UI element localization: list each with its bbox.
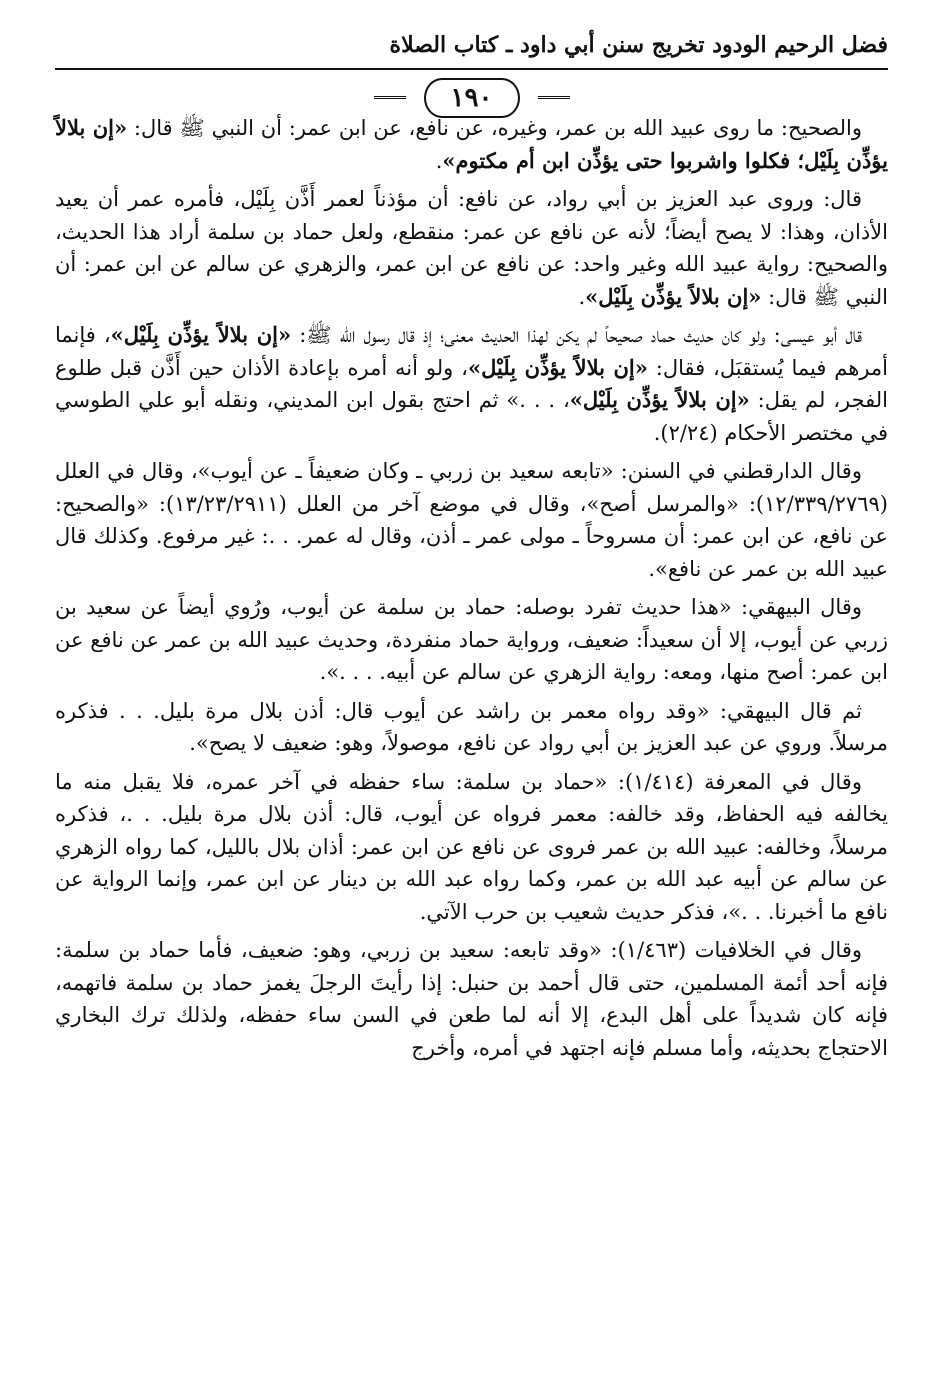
text-run: .: [435, 148, 443, 173]
hadith-quote: «إن بلالاً يؤذِّن بِلَيْل؛ فكلوا واشربوا حتى يؤذِّن ابن أم مكتوم»: [55, 115, 888, 173]
text-run: قال أبو عيسى: ولو كان حديث حماد صحيحاً لم يكن لهذا الحديث معنى؛ إذ قال رسول الله ﷺ:: [291, 323, 863, 347]
text-run: ثم قال البيهقي: «وقد رواه معمر بن راشد عن أيوب قال: أذن بلال مرة بليل. . . فذكره مرسلاً. وروي عن عبد العزيز بن أبي رواد عن نافع، موصولاً، وهو: ضعيف لا يصح».: [55, 698, 888, 755]
text-run: قال: وروى عبد العزيز بن أبي رواد، عن نافع: أن مؤذناً لعمر أَذَّن بِلَيْل، فأمره عمر أن يعيد الأذان، وهذا: لا يصح أيضاً؛ لأنه عن نافع عن عمر: منقطع، ولعل حماد بن سلمة أراد هذا الحديث، والصحيح: رواية عبيد الله وغير واحد: عن نافع عن ابن عمر، والزهري عن سالم عن ابن عمر: أن النبي ﷺ قال:: [55, 187, 888, 309]
paragraph: [55, 319, 888, 449]
text-run: وقال البيهقي: «هذا حديث تفرد بوصله: حماد بن سلمة عن أيوب، ورُوي أيضاً عن سعيد بن زربي عن أيوب، إلا أن سعيداً: ضعيف، ورواية حماد منفردة، وحديث عبيد الله بن عمر عن نافع عن ابن عمر: أصح منها، ومعه: رواية الزهري عن سالم عن أبيه. . . .».: [55, 595, 888, 684]
ornament-rule-left: [374, 96, 406, 99]
page-number: ١٩٠: [424, 78, 520, 118]
paragraph: [55, 934, 888, 1064]
paragraph: [55, 695, 888, 760]
text-run: وقال الدارقطني في السنن: «تابعه سعيد بن زربي ـ وكان ضعيفاً ـ عن أيوب»، وقال في العلل (١٢/٣٣٩/٢٧٦٩): «والمرسل أصح»، وقال في موضع آخر من العلل (١٣/٢٣/٢٩١١): «والصحيح: عن نافع، عن ابن عمر: أن مسروحاً ـ مولى عمر ـ أذن، وقال له عمر. . .: غير مرفوع. وكذلك قال عبيد الله بن عمر عن نافع».: [55, 459, 888, 581]
paragraph: [55, 591, 888, 689]
page-header: [55, 26, 888, 113]
header-rule: [55, 68, 888, 70]
text-run: .: [578, 284, 586, 309]
hadith-quote: «إن بلالاً يؤذِّن بِلَيْل»: [569, 387, 750, 412]
text-run: ، ولو أنه أمره بإعادة الأذان حين أَذَّن قبل طلوع الفجر، لم يقل:: [55, 355, 889, 412]
text-run: ، . . .» ثم احتج بقول ابن المديني، ونقله أبو علي الطوسي في مختصر الأحكام (٢/٢٤).: [55, 388, 888, 445]
text-run: وقال في المعرفة (١/٤١٤): «حماد بن سلمة: ساء حفظه في آخر عمره، فلا يقبل منه ما يخالفه فيه الحفاظ، وقد خالفه: معمر فرواه عن أيوب، قال: أذن بلال مرة بليل. . .، فذكره مرسلاً، وخالفه: عبيد الله بن عمر فروى عن نافع عن ابن عمر: أذان بلال بالليل، كما رواه الزهري عن سالم عن أبيه عبد الله بن عمر، وكما رواه عبد الله بن دينار عن ابن عمر، وإنما الرواية عن نافع ما أخبرنا. . .»، فذكر حديث شعيب بن حرب الآتي.: [55, 769, 888, 924]
paragraph: [55, 766, 888, 929]
hadith-quote: «إن بلالاً يؤذِّن بِلَيْل»: [467, 354, 648, 380]
paragraph: [55, 112, 888, 177]
hadith-quote: «إن بلالاً يؤذِّن بِلَيْل»: [110, 322, 292, 347]
hadith-quote: «إن بلالاً يؤذِّن بِلَيْل»: [585, 283, 762, 309]
ornament-rule-right: [538, 96, 570, 99]
running-title: فضل الرحيم الودود تخريج سنن أبي داود ـ كتاب الصلاة: [389, 32, 888, 58]
paragraph: [55, 183, 888, 313]
text-run: ، فإنما أمرهم فيما يُستقبَل، فقال:: [55, 323, 889, 380]
text-run: وقال في الخلافيات (١/٤٦٣): «وقد تابعه: سعيد بن زربي، وهو: ضعيف، فأما حماد بن سلمة: فإنه أحد أئمة المسلمين، حتى قال أحمد بن حنبل: إذا رأيتَ الرجلَ يغمز حماد بن سلمة فاتهمه، فإنه كان شديداً على أهل البدع، إلا أنه لما طعن في السن ساء حفظه، ولذلك ترك البخاري الاحتجاج بحديثه، وأما مسلم فإنه اجتهد في أمره، وأخرج: [55, 938, 888, 1060]
paragraph: [55, 455, 888, 585]
page-body: [55, 112, 888, 1070]
text-run: والصحيح: ما روى عبيد الله بن عمر، وغيره، عن نافع، عن ابن عمر: أن النبي ﷺ قال:: [127, 116, 863, 140]
